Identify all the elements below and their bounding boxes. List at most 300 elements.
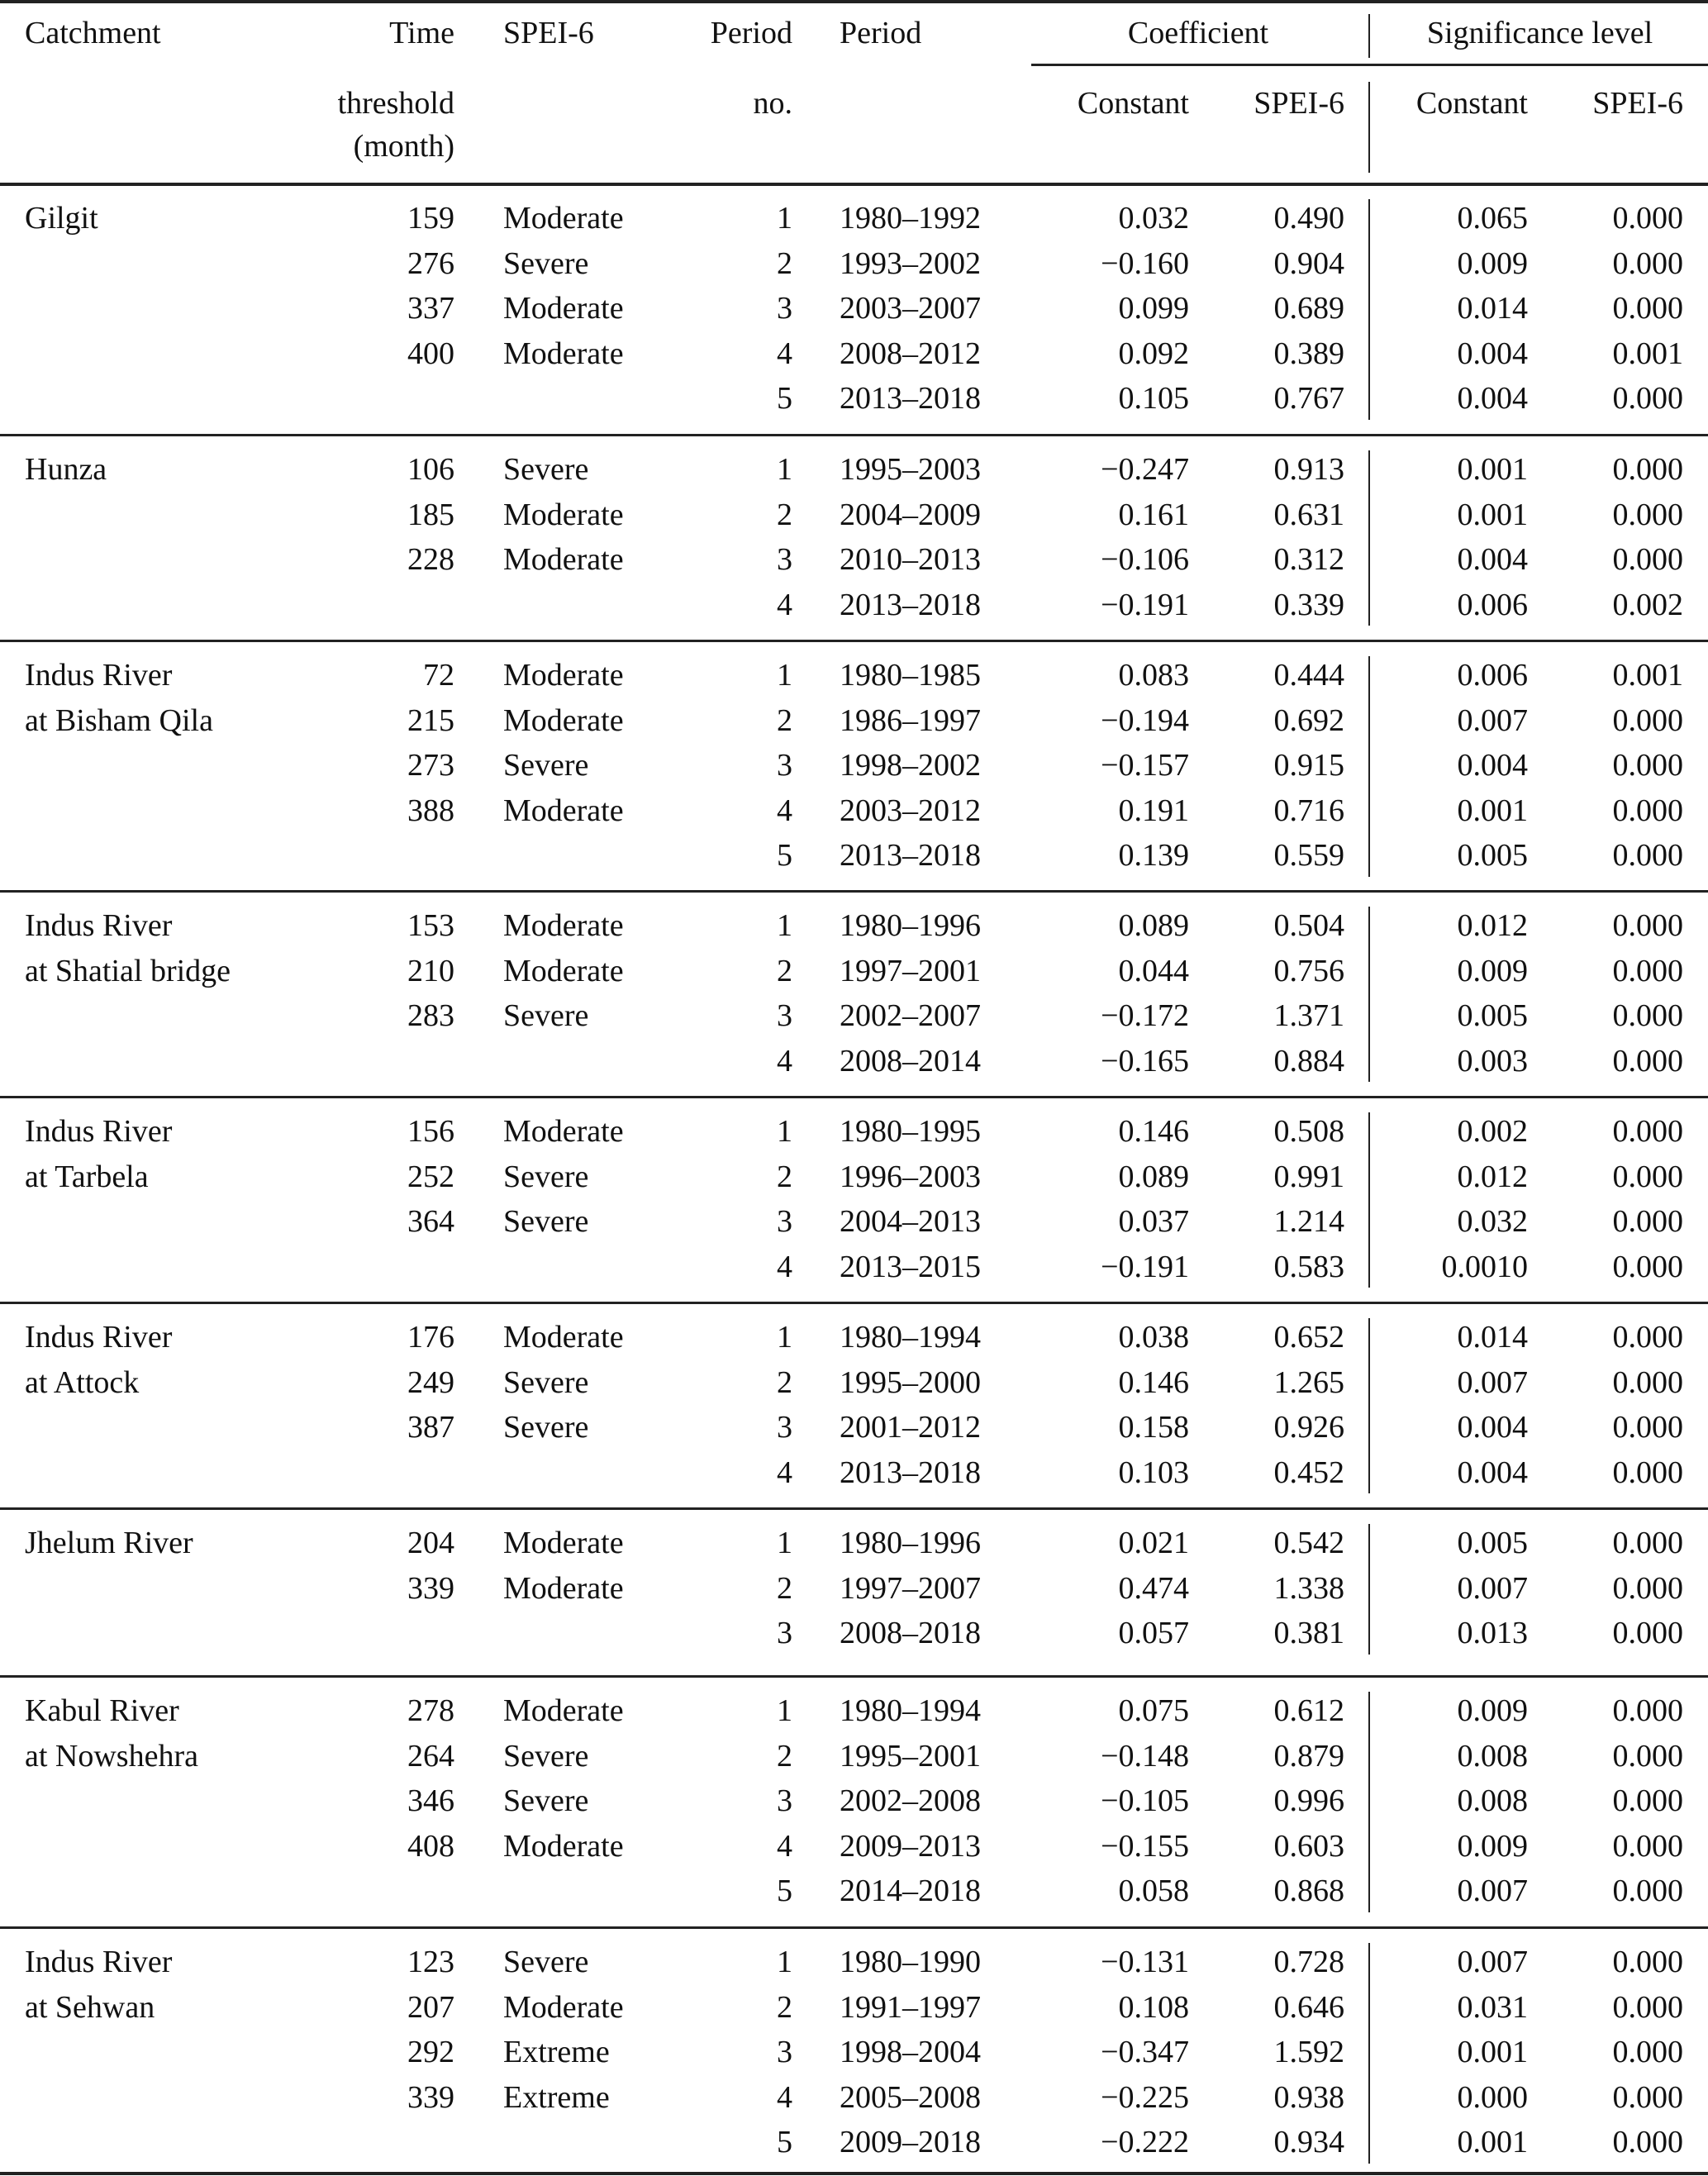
coefficient-constant: −0.106 bbox=[1101, 542, 1189, 577]
period-range: 1998–2004 bbox=[840, 2035, 981, 2069]
coefficient-constant: 0.099 bbox=[1118, 291, 1189, 326]
coefficient-constant: 0.139 bbox=[1118, 838, 1189, 873]
spei-category: Moderate bbox=[503, 702, 624, 738]
spei-category: Moderate bbox=[503, 658, 624, 693]
spei-category: Severe bbox=[503, 1783, 589, 1818]
period-range: 2002–2007 bbox=[840, 998, 981, 1033]
period-range: 1995–2003 bbox=[840, 452, 981, 487]
spei-category: Moderate bbox=[503, 497, 624, 532]
time-threshold: 278 bbox=[407, 1693, 454, 1728]
coefficient-spei: 0.689 bbox=[1273, 291, 1344, 326]
time-threshold: 159 bbox=[407, 201, 454, 236]
group-separator bbox=[0, 1507, 1708, 1510]
period-range: 2008–2018 bbox=[840, 1616, 981, 1650]
period-range: 1993–2002 bbox=[840, 245, 981, 281]
header-sig-spei: SPEI-6 bbox=[1592, 86, 1683, 121]
significance-spei: 0.000 bbox=[1612, 1114, 1683, 1149]
period-number: 1 bbox=[777, 658, 792, 693]
catchment-name-location: at Sehwan bbox=[25, 1989, 155, 2025]
period-range: 1980–1996 bbox=[840, 1526, 981, 1560]
coefficient-constant: 0.108 bbox=[1118, 1989, 1189, 2025]
spei-category: Severe bbox=[503, 1738, 589, 1774]
coefficient-spei: 0.646 bbox=[1273, 1989, 1344, 2025]
period-number: 3 bbox=[777, 542, 792, 577]
spei-category: Severe bbox=[503, 998, 589, 1033]
significance-spei: 0.000 bbox=[1612, 2079, 1683, 2115]
significance-spei: 0.000 bbox=[1612, 542, 1683, 577]
spei-category: Moderate bbox=[503, 336, 624, 371]
coefficient-spei: 1.338 bbox=[1273, 1570, 1344, 1606]
period-range: 1980–1995 bbox=[840, 1114, 981, 1149]
coefficient-spei: 0.504 bbox=[1273, 908, 1344, 943]
period-range: 2013–2018 bbox=[840, 381, 981, 416]
significance-spei: 0.000 bbox=[1612, 2035, 1683, 2069]
coefficient-constant: 0.075 bbox=[1118, 1693, 1189, 1728]
coefficient-constant: 0.158 bbox=[1118, 1410, 1189, 1445]
period-number: 4 bbox=[777, 1828, 792, 1864]
coefficient-constant: 0.037 bbox=[1118, 1204, 1189, 1239]
coefficient-spei: 0.692 bbox=[1273, 702, 1344, 738]
period-number: 1 bbox=[777, 1526, 792, 1560]
column-divider bbox=[1368, 1112, 1370, 1288]
period-range: 2004–2009 bbox=[840, 497, 981, 532]
column-divider bbox=[1368, 907, 1370, 1082]
period-number: 2 bbox=[777, 1159, 792, 1194]
time-threshold: 210 bbox=[407, 953, 454, 988]
significance-spei: 0.000 bbox=[1612, 1989, 1683, 2025]
group-separator bbox=[0, 640, 1708, 642]
period-number: 4 bbox=[777, 587, 792, 622]
significance-spei: 0.000 bbox=[1612, 1526, 1683, 1560]
time-threshold: 346 bbox=[407, 1783, 454, 1818]
coefficient-constant: 0.191 bbox=[1118, 793, 1189, 828]
significance-spei: 0.000 bbox=[1612, 1693, 1683, 1728]
period-range: 2001–2012 bbox=[840, 1410, 981, 1445]
period-range: 1998–2002 bbox=[840, 748, 981, 783]
header-coef-spei: SPEI-6 bbox=[1254, 86, 1344, 121]
period-range: 2005–2008 bbox=[840, 2079, 981, 2115]
period-number: 3 bbox=[777, 1616, 792, 1650]
coefficient-constant: −0.225 bbox=[1101, 2079, 1189, 2115]
time-threshold: 228 bbox=[407, 542, 454, 577]
catchment-name: Kabul River bbox=[25, 1693, 179, 1728]
significance-constant: 0.012 bbox=[1457, 1159, 1528, 1194]
coefficient-spei: 0.631 bbox=[1273, 497, 1344, 532]
coefficient-spei: 0.444 bbox=[1273, 658, 1344, 693]
significance-constant: 0.007 bbox=[1457, 702, 1528, 738]
spei-category: Severe bbox=[503, 1364, 589, 1400]
period-range: 2009–2013 bbox=[840, 1828, 981, 1864]
significance-spei: 0.000 bbox=[1612, 1043, 1683, 1078]
coefficient-constant: 0.083 bbox=[1118, 658, 1189, 693]
time-threshold: 273 bbox=[407, 748, 454, 783]
coefficient-constant: −0.157 bbox=[1101, 748, 1189, 783]
significance-constant: 0.007 bbox=[1457, 1570, 1528, 1606]
spei-category: Moderate bbox=[503, 291, 624, 326]
catchment-name-location: at Nowshehra bbox=[25, 1738, 198, 1774]
time-threshold: 207 bbox=[407, 1989, 454, 2025]
coefficient-constant: 0.103 bbox=[1118, 1455, 1189, 1490]
coefficient-spei: 0.508 bbox=[1273, 1114, 1344, 1149]
period-range: 2008–2012 bbox=[840, 336, 981, 371]
catchment-name-location: at Tarbela bbox=[25, 1159, 149, 1194]
significance-spei: 0.000 bbox=[1612, 838, 1683, 873]
significance-constant: 0.013 bbox=[1457, 1616, 1528, 1650]
coefficient-constant: 0.089 bbox=[1118, 1159, 1189, 1194]
catchment-name: Indus River bbox=[25, 908, 173, 943]
coefficient-spei: 1.214 bbox=[1273, 1204, 1344, 1239]
catchment-name-location: at Bisham Qila bbox=[25, 702, 213, 738]
period-number: 2 bbox=[777, 702, 792, 738]
coefficient-spei: 0.381 bbox=[1273, 1616, 1344, 1650]
column-divider bbox=[1368, 1943, 1370, 2164]
significance-constant: 0.004 bbox=[1457, 1455, 1528, 1490]
coefficient-constant: −0.165 bbox=[1101, 1043, 1189, 1078]
coefficient-constant: 0.161 bbox=[1118, 497, 1189, 532]
period-range: 1997–2007 bbox=[840, 1570, 981, 1606]
header-sig-constant: Constant bbox=[1415, 86, 1528, 121]
coefficient-spei: 0.934 bbox=[1273, 2125, 1344, 2159]
coefficient-constant: −0.347 bbox=[1101, 2035, 1189, 2069]
significance-constant: 0.014 bbox=[1457, 291, 1528, 326]
significance-constant: 0.009 bbox=[1457, 1828, 1528, 1864]
spei-category: Moderate bbox=[503, 1989, 624, 2025]
significance-constant: 0.000 bbox=[1457, 2079, 1528, 2115]
coefficient-constant: 0.058 bbox=[1118, 1874, 1189, 1908]
header-time-threshold: threshold bbox=[337, 86, 454, 121]
spei-category: Moderate bbox=[503, 953, 624, 988]
significance-spei: 0.001 bbox=[1612, 658, 1683, 693]
time-threshold: 339 bbox=[407, 1570, 454, 1606]
coefficient-spei: 0.915 bbox=[1273, 748, 1344, 783]
significance-constant: 0.005 bbox=[1457, 998, 1528, 1033]
coefficient-constant: −0.131 bbox=[1101, 1945, 1189, 1979]
period-range: 1995–2001 bbox=[840, 1738, 981, 1774]
significance-constant: 0.009 bbox=[1457, 1693, 1528, 1728]
header-subrule bbox=[1031, 64, 1708, 66]
period-number: 4 bbox=[777, 793, 792, 828]
coefficient-constant: −0.194 bbox=[1101, 702, 1189, 738]
period-number: 1 bbox=[777, 452, 792, 487]
spei-category: Severe bbox=[503, 1945, 589, 1979]
spei-category: Moderate bbox=[503, 1570, 624, 1606]
period-number: 5 bbox=[777, 838, 792, 873]
time-threshold: 106 bbox=[407, 452, 454, 487]
significance-spei: 0.000 bbox=[1612, 1570, 1683, 1606]
time-threshold: 249 bbox=[407, 1364, 454, 1400]
coefficient-constant: 0.057 bbox=[1118, 1616, 1189, 1650]
period-range: 2013–2018 bbox=[840, 1455, 981, 1490]
significance-spei: 0.001 bbox=[1612, 336, 1683, 371]
group-separator bbox=[0, 890, 1708, 893]
coefficient-spei: 0.312 bbox=[1273, 542, 1344, 577]
significance-constant: 0.004 bbox=[1457, 336, 1528, 371]
period-range: 1986–1997 bbox=[840, 702, 981, 738]
significance-spei: 0.000 bbox=[1612, 1874, 1683, 1908]
coefficient-spei: 0.868 bbox=[1273, 1874, 1344, 1908]
header-coefficient: Coefficient bbox=[1127, 16, 1269, 50]
header-coef-constant: Constant bbox=[1077, 86, 1189, 121]
significance-spei: 0.000 bbox=[1612, 1738, 1683, 1774]
period-number: 3 bbox=[777, 998, 792, 1033]
significance-spei: 0.000 bbox=[1612, 702, 1683, 738]
significance-constant: 0.002 bbox=[1457, 1114, 1528, 1149]
significance-spei: 0.000 bbox=[1612, 381, 1683, 416]
period-number: 2 bbox=[777, 1570, 792, 1606]
spei-category: Severe bbox=[503, 1410, 589, 1445]
period-number: 5 bbox=[777, 381, 792, 416]
period-number: 4 bbox=[777, 2079, 792, 2115]
period-range: 2010–2013 bbox=[840, 542, 981, 577]
period-number: 1 bbox=[777, 1945, 792, 1979]
coefficient-spei: 0.913 bbox=[1273, 452, 1344, 487]
period-number: 4 bbox=[777, 1043, 792, 1078]
catchment-name: Indus River bbox=[25, 1114, 173, 1149]
coefficient-spei: 0.339 bbox=[1273, 587, 1344, 622]
significance-spei: 0.000 bbox=[1612, 1828, 1683, 1864]
significance-spei: 0.002 bbox=[1612, 587, 1683, 622]
header-divider bbox=[1368, 14, 1370, 58]
coefficient-spei: 0.389 bbox=[1273, 336, 1344, 371]
time-threshold: 185 bbox=[407, 497, 454, 532]
significance-constant: 0.004 bbox=[1457, 1410, 1528, 1445]
time-threshold: 387 bbox=[407, 1410, 454, 1445]
period-range: 2008–2014 bbox=[840, 1043, 981, 1078]
time-threshold: 283 bbox=[407, 998, 454, 1033]
significance-spei: 0.000 bbox=[1612, 1249, 1683, 1284]
time-threshold: 156 bbox=[407, 1114, 454, 1149]
significance-spei: 0.000 bbox=[1612, 998, 1683, 1033]
coefficient-spei: 0.884 bbox=[1273, 1043, 1344, 1078]
column-divider bbox=[1368, 1318, 1370, 1493]
period-number: 3 bbox=[777, 1410, 792, 1445]
significance-spei: 0.000 bbox=[1612, 497, 1683, 532]
coefficient-constant: 0.092 bbox=[1118, 336, 1189, 371]
coefficient-spei: 0.490 bbox=[1273, 201, 1344, 236]
bottom-rule bbox=[0, 2172, 1708, 2175]
period-range: 1995–2000 bbox=[840, 1364, 981, 1400]
time-threshold: 264 bbox=[407, 1738, 454, 1774]
header-period-no-suffix: no. bbox=[753, 86, 792, 121]
significance-spei: 0.000 bbox=[1612, 201, 1683, 236]
period-range: 1997–2001 bbox=[840, 953, 981, 988]
significance-constant: 0.031 bbox=[1457, 1989, 1528, 2025]
coefficient-constant: 0.146 bbox=[1118, 1114, 1189, 1149]
significance-spei: 0.000 bbox=[1612, 1364, 1683, 1400]
period-number: 2 bbox=[777, 1738, 792, 1774]
significance-constant: 0.009 bbox=[1457, 245, 1528, 281]
significance-spei: 0.000 bbox=[1612, 1320, 1683, 1355]
spei-category: Moderate bbox=[503, 793, 624, 828]
period-range: 2003–2012 bbox=[840, 793, 981, 828]
significance-constant: 0.007 bbox=[1457, 1364, 1528, 1400]
significance-spei: 0.000 bbox=[1612, 1410, 1683, 1445]
coefficient-spei: 0.716 bbox=[1273, 793, 1344, 828]
significance-spei: 0.000 bbox=[1612, 245, 1683, 281]
significance-constant: 0.007 bbox=[1457, 1945, 1528, 1979]
significance-constant: 0.008 bbox=[1457, 1783, 1528, 1818]
significance-spei: 0.000 bbox=[1612, 1204, 1683, 1239]
significance-constant: 0.001 bbox=[1457, 2035, 1528, 2069]
header-period-no: Period bbox=[710, 16, 792, 50]
period-range: 2002–2008 bbox=[840, 1783, 981, 1818]
spei-category: Severe bbox=[503, 748, 589, 783]
significance-constant: 0.006 bbox=[1457, 658, 1528, 693]
coefficient-spei: 0.728 bbox=[1273, 1945, 1344, 1979]
period-range: 1980–1994 bbox=[840, 1693, 981, 1728]
time-threshold: 337 bbox=[407, 291, 454, 326]
coefficient-constant: 0.105 bbox=[1118, 381, 1189, 416]
catchment-name: Hunza bbox=[25, 452, 107, 487]
spei-category: Moderate bbox=[503, 542, 624, 577]
significance-constant: 0.014 bbox=[1457, 1320, 1528, 1355]
column-divider bbox=[1368, 199, 1370, 420]
header-spei: SPEI-6 bbox=[503, 16, 594, 50]
significance-constant: 0.006 bbox=[1457, 587, 1528, 622]
catchment-name-location: at Attock bbox=[25, 1364, 140, 1400]
coefficient-constant: 0.044 bbox=[1118, 953, 1189, 988]
significance-spei: 0.000 bbox=[1612, 748, 1683, 783]
time-threshold: 72 bbox=[423, 658, 454, 693]
coefficient-spei: 0.938 bbox=[1273, 2079, 1344, 2115]
significance-constant: 0.0010 bbox=[1441, 1249, 1528, 1284]
period-number: 1 bbox=[777, 908, 792, 943]
period-number: 4 bbox=[777, 336, 792, 371]
period-number: 3 bbox=[777, 1783, 792, 1818]
significance-spei: 0.000 bbox=[1612, 793, 1683, 828]
coefficient-constant: −0.148 bbox=[1101, 1738, 1189, 1774]
group-separator bbox=[0, 1096, 1708, 1098]
group-separator bbox=[0, 1926, 1708, 1929]
catchment-name: Indus River bbox=[25, 1320, 173, 1355]
header-period: Period bbox=[840, 16, 922, 50]
coefficient-spei: 0.926 bbox=[1273, 1410, 1344, 1445]
coefficient-spei: 0.991 bbox=[1273, 1159, 1344, 1194]
column-divider bbox=[1368, 1524, 1370, 1655]
period-number: 2 bbox=[777, 953, 792, 988]
significance-spei: 0.000 bbox=[1612, 1455, 1683, 1490]
column-divider bbox=[1368, 1692, 1370, 1912]
significance-constant: 0.003 bbox=[1457, 1043, 1528, 1078]
spei-category: Moderate bbox=[503, 1693, 624, 1728]
period-number: 5 bbox=[777, 1874, 792, 1908]
significance-constant: 0.004 bbox=[1457, 381, 1528, 416]
period-number: 1 bbox=[777, 1693, 792, 1728]
coefficient-constant: −0.222 bbox=[1101, 2125, 1189, 2159]
significance-constant: 0.009 bbox=[1457, 953, 1528, 988]
spei-category: Severe bbox=[503, 452, 589, 487]
significance-spei: 0.000 bbox=[1612, 291, 1683, 326]
top-rule bbox=[0, 0, 1708, 3]
coefficient-spei: 0.996 bbox=[1273, 1783, 1344, 1818]
spei-category: Moderate bbox=[503, 1526, 624, 1560]
header-time: Time bbox=[389, 16, 454, 50]
header-catchment: Catchment bbox=[25, 16, 161, 50]
spei-category: Moderate bbox=[503, 201, 624, 236]
time-threshold: 292 bbox=[407, 2035, 454, 2069]
time-threshold: 339 bbox=[407, 2079, 454, 2115]
header-divider-lower bbox=[1368, 82, 1370, 173]
significance-spei: 0.000 bbox=[1612, 452, 1683, 487]
coefficient-spei: 0.583 bbox=[1273, 1249, 1344, 1284]
coefficient-spei: 0.612 bbox=[1273, 1693, 1344, 1728]
time-threshold: 204 bbox=[407, 1526, 454, 1560]
period-number: 5 bbox=[777, 2125, 792, 2159]
period-number: 3 bbox=[777, 748, 792, 783]
period-range: 1980–1996 bbox=[840, 908, 981, 943]
period-number: 4 bbox=[777, 1455, 792, 1490]
spei-category: Moderate bbox=[503, 1114, 624, 1149]
coefficient-constant: 0.038 bbox=[1118, 1320, 1189, 1355]
significance-spei: 0.000 bbox=[1612, 953, 1683, 988]
catchment-name-location: at Shatial bridge bbox=[25, 953, 231, 988]
period-number: 3 bbox=[777, 1204, 792, 1239]
significance-spei: 0.000 bbox=[1612, 1159, 1683, 1194]
catchment-name: Gilgit bbox=[25, 201, 98, 236]
spei-category: Extreme bbox=[503, 2079, 610, 2115]
period-number: 2 bbox=[777, 1989, 792, 2025]
significance-constant: 0.001 bbox=[1457, 452, 1528, 487]
significance-spei: 0.000 bbox=[1612, 2125, 1683, 2159]
coefficient-constant: −0.160 bbox=[1101, 245, 1189, 281]
period-number: 3 bbox=[777, 2035, 792, 2069]
significance-constant: 0.001 bbox=[1457, 793, 1528, 828]
coefficient-constant: 0.146 bbox=[1118, 1364, 1189, 1400]
coefficient-spei: 0.542 bbox=[1273, 1526, 1344, 1560]
time-threshold: 252 bbox=[407, 1159, 454, 1194]
header-bottom-rule bbox=[0, 183, 1708, 186]
significance-constant: 0.005 bbox=[1457, 838, 1528, 873]
period-range: 2013–2018 bbox=[840, 838, 981, 873]
catchment-name: Jhelum River bbox=[25, 1526, 193, 1560]
period-number: 4 bbox=[777, 1249, 792, 1284]
spei-category: Moderate bbox=[503, 908, 624, 943]
coefficient-constant: 0.032 bbox=[1118, 201, 1189, 236]
time-threshold: 153 bbox=[407, 908, 454, 943]
significance-constant: 0.004 bbox=[1457, 542, 1528, 577]
period-number: 2 bbox=[777, 1364, 792, 1400]
significance-constant: 0.065 bbox=[1457, 201, 1528, 236]
catchment-name: Indus River bbox=[25, 658, 173, 693]
period-range: 1980–1990 bbox=[840, 1945, 981, 1979]
column-divider bbox=[1368, 656, 1370, 877]
column-divider bbox=[1368, 450, 1370, 626]
period-range: 2004–2013 bbox=[840, 1204, 981, 1239]
coefficient-spei: 0.879 bbox=[1273, 1738, 1344, 1774]
time-threshold: 388 bbox=[407, 793, 454, 828]
period-number: 1 bbox=[777, 1320, 792, 1355]
coefficient-spei: 1.265 bbox=[1273, 1364, 1344, 1400]
significance-constant: 0.001 bbox=[1457, 497, 1528, 532]
coefficient-spei: 0.452 bbox=[1273, 1455, 1344, 1490]
spei-category: Moderate bbox=[503, 1320, 624, 1355]
time-threshold: 408 bbox=[407, 1828, 454, 1864]
spei-category: Severe bbox=[503, 245, 589, 281]
time-threshold: 123 bbox=[407, 1945, 454, 1979]
significance-spei: 0.000 bbox=[1612, 1945, 1683, 1979]
period-number: 1 bbox=[777, 1114, 792, 1149]
coefficient-constant: −0.191 bbox=[1101, 587, 1189, 622]
time-threshold: 276 bbox=[407, 245, 454, 281]
period-range: 1991–1997 bbox=[840, 1989, 981, 2025]
coefficient-constant: 0.021 bbox=[1118, 1526, 1189, 1560]
coefficient-constant: 0.089 bbox=[1118, 908, 1189, 943]
significance-spei: 0.000 bbox=[1612, 1616, 1683, 1650]
coefficient-spei: 0.904 bbox=[1273, 245, 1344, 281]
period-range: 1980–1994 bbox=[840, 1320, 981, 1355]
time-threshold: 176 bbox=[407, 1320, 454, 1355]
coefficient-constant: −0.191 bbox=[1101, 1249, 1189, 1284]
